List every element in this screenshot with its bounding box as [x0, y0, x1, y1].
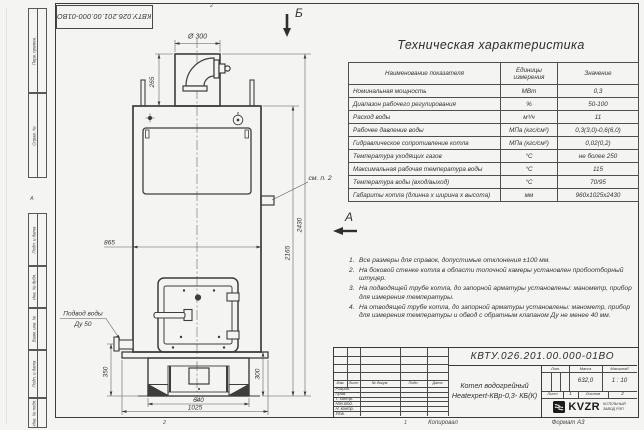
note-item: 4. На отводящей трубе котла, до запорной арматуры установлены: манометр, прибор для измерения температуры и обвод с обратным клапаном Ду не менее 40 мм. [349, 303, 631, 320]
dim-300: 300 [254, 368, 262, 380]
sheet-label: Лист [547, 391, 558, 397]
format-label: Формат А3 [551, 419, 585, 426]
dim-265: 265 [149, 76, 156, 88]
door-bolts [172, 289, 225, 348]
bottom-flange [122, 352, 268, 358]
zone-marker-top: 2 [210, 3, 214, 9]
rev-col-izm: Изм. [336, 380, 345, 385]
margin-box-label: Инв. № подл. [31, 399, 36, 427]
spec-row: Расход воды м³/ч 11 [349, 111, 639, 124]
dim-1025: 1025 [187, 404, 203, 412]
spec-row: Диапазон рабочего регулирования % 50-100 [349, 98, 639, 111]
doc-number-rotated: КВТУ.026.201.00.000-01ВО [57, 12, 152, 21]
kvzr-logo-icon [553, 401, 565, 413]
margin-box-label: Перв. примен. [31, 36, 36, 65]
zone-marker-bottom-left: 2 [163, 420, 167, 426]
sheets-label: Листов [585, 391, 601, 397]
scale-value: 1 : 10 [611, 377, 628, 385]
view-b-label: Б [295, 6, 303, 20]
spec-table-title: Техническая характеристика [397, 38, 585, 52]
title-block [333, 347, 639, 418]
sign-row-nkontr: Н. контр. [335, 406, 354, 411]
title-block-doc-number: КВТУ.026.201.00.000-01ВО [448, 348, 637, 366]
sign-row-nachotd: Нач.отд. [335, 401, 353, 406]
note-item: 1. Все размеры для справок, допустимые отклонения ±100 мм. [349, 257, 551, 264]
spec-col-name: Наименование показателя [349, 63, 501, 85]
sign-row-utv: Утв. [335, 411, 345, 416]
sign-row-razrab: Разраб. [335, 387, 351, 392]
rev-col-podp: Подп. [408, 380, 419, 385]
spec-table [348, 62, 639, 202]
inlet-leader [106, 319, 120, 340]
rev-col-list: Лист [348, 380, 359, 385]
copied-label: Копировал [428, 419, 458, 426]
mass-label: Масса [579, 365, 592, 371]
dim-865: 865 [104, 239, 115, 247]
logo-text: KVZR [568, 400, 600, 413]
spec-row: Габариты котла (длинна х ширина х высота) мм 960х1025х2430 [349, 189, 639, 202]
note-leader [272, 182, 308, 200]
notes-list [344, 257, 640, 322]
dim-diameter-300: Ø 300 [187, 33, 208, 41]
flue-elbow [183, 58, 230, 91]
mass-value: 632,0 [577, 377, 594, 385]
spec-row: Температура уходящих газов °С не более 250 [349, 150, 639, 163]
margin-box-label: Подп. и дата [31, 360, 36, 388]
spec-row: Номинальная мощность МВт 0,3 [349, 85, 639, 98]
scale-label: Масштаб [610, 365, 629, 371]
rev-col-data: Дата [432, 380, 443, 385]
zone-marker-bottom-right: 1 [404, 420, 408, 426]
product-name: Котел водогрейный Heatexpert-КВр-0,3- КБ(К) [448, 366, 542, 417]
spec-col-units: Единицы измерения [501, 63, 558, 85]
lit-label: Лит. [550, 365, 561, 371]
sign-row-prov: Пров. [335, 391, 347, 397]
top-fittings [146, 112, 243, 125]
dim-350: 350 [102, 366, 110, 378]
spec-header-row [349, 63, 639, 85]
sheet-value: 1 [569, 391, 572, 396]
spec-row: Максимальная рабочая температура воды °С 115 [349, 163, 639, 176]
sampling-nozzle [261, 196, 274, 205]
view-a-arrow [333, 227, 343, 235]
water-inlet [114, 337, 133, 351]
manufacturer-logo [542, 398, 637, 417]
note-item: 2. На боковой стенке котла в области топочной камеры установлен пробоотборный штуцер. [349, 266, 624, 283]
sheets-value: 2 [621, 391, 624, 396]
dim-2430: 2430 [296, 217, 304, 233]
inlet-size-label: Ду 50 [74, 321, 92, 328]
note-reference-label: см. п. 2 [308, 175, 332, 182]
margin-box-label: Взам. инв. № [31, 315, 36, 343]
view-a-label: А [345, 210, 354, 224]
note-item: 3. На подводящей трубе котла, до запорной арматуры установлены: манометр, прибор для измерения температуры. [349, 285, 632, 301]
boiler-outline [114, 54, 274, 396]
rev-col-dokum: № докум. [371, 380, 389, 385]
margin-box-label: Справ. № [31, 125, 36, 146]
spec-row: Температура воды (вход/выход) °С 70/95 [349, 176, 639, 189]
sign-row-tkontr: Т. контр. [335, 396, 354, 401]
title-block-info [542, 366, 637, 417]
inlet-label: Подвод воды [63, 310, 103, 318]
margin-box-label: Инв. № дубл. [31, 273, 36, 301]
dimension-lines [60, 40, 311, 415]
zone-marker-left: А [30, 196, 34, 202]
spec-col-value: Значение [558, 63, 639, 85]
dim-2165: 2165 [284, 245, 292, 261]
feet [148, 385, 249, 396]
dim-640: 640 [193, 397, 204, 404]
logo-caption: КОТЕЛЬНЫЙ ЗАВОД РЭП [602, 402, 626, 411]
spec-row: Рабочее давление воды МПа (кгс/см²) 0,3(3,0)-0,6(6,0) [349, 124, 639, 137]
view-b-arrow [283, 28, 291, 37]
margin-box-label: Подп. и дата [31, 226, 36, 253]
spec-row: Гидравлическое сопротивление котла МПа (кгс/см²) 0,02(0,2) [349, 137, 639, 150]
